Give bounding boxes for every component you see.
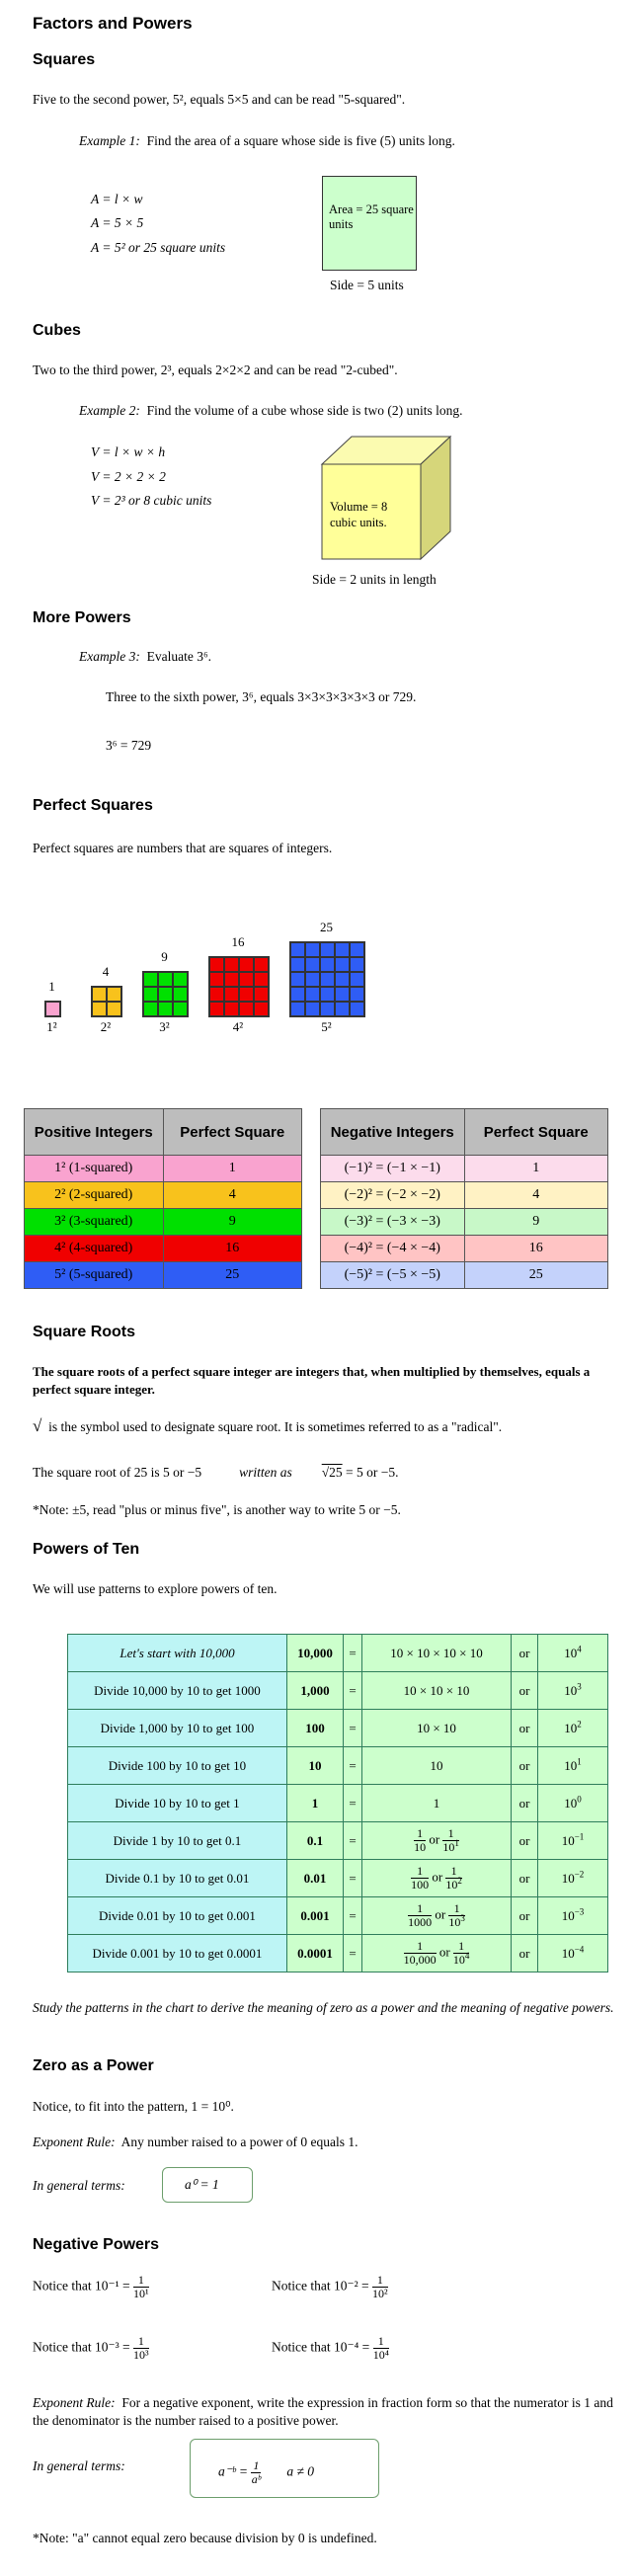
or-label: or bbox=[512, 1635, 538, 1672]
equals-sign: = bbox=[344, 1635, 362, 1672]
row-value: 10 bbox=[287, 1747, 344, 1785]
radical-line: √ is the symbol used to designate square root. It is sometimes referred to as a "radical". bbox=[33, 1416, 503, 1435]
row-description: Divide 0.001 by 10 to get 0.0001 bbox=[68, 1935, 287, 1972]
perfect-square-figure bbox=[289, 941, 365, 1017]
table-row bbox=[68, 1747, 608, 1785]
table-row bbox=[321, 1156, 608, 1182]
power-of-ten: $10^{-2}$ bbox=[538, 1860, 608, 1897]
row-expansion: 10 × 10 × 10 bbox=[362, 1672, 512, 1710]
square-caption: Side = 5 units bbox=[330, 278, 404, 292]
power-of-ten: $10^{-1}$ bbox=[538, 1822, 608, 1860]
row-expansion: $\frac{1}{10,000}$ or $\frac{1}{10^4}$ bbox=[362, 1935, 512, 1972]
table-cell: 9 bbox=[163, 1209, 302, 1236]
negative-power-example: Notice that 10⁻⁴ = $\frac{1}{\text{10⁴}}$ bbox=[272, 2334, 389, 2362]
more-powers-line: Three to the sixth power, 3⁶, equals 3×3×3×3×3×3 or 729. bbox=[106, 689, 417, 704]
cubes-heading: Cubes bbox=[33, 322, 81, 339]
table-cell: 1² (1-squared) bbox=[25, 1156, 164, 1182]
row-expansion: 10 × 10 bbox=[362, 1710, 512, 1747]
or-label: or bbox=[512, 1935, 538, 1972]
cubes-intro: Two to the third power, 2³, equals 2×2×2 and can be read "2-cubed". bbox=[33, 362, 398, 377]
table-row bbox=[321, 1236, 608, 1262]
table-cell: (−1)² = (−1 × −1) bbox=[321, 1156, 465, 1182]
power-of-ten: $10^4$ bbox=[538, 1635, 608, 1672]
row-description: Divide 1,000 by 10 to get 100 bbox=[68, 1710, 287, 1747]
table-cell: 2² (2-squared) bbox=[25, 1182, 164, 1209]
table-cell: 4 bbox=[163, 1182, 302, 1209]
row-value: 10,000 bbox=[287, 1635, 344, 1672]
or-label: or bbox=[512, 1897, 538, 1935]
squares-intro: Five to the second power, 5², equals 5×5 and can be read "5-squared". bbox=[33, 92, 406, 107]
table-cell: 25 bbox=[464, 1262, 608, 1289]
table-cell: 9 bbox=[464, 1209, 608, 1236]
cube-caption: Side = 2 units in length bbox=[312, 572, 437, 587]
row-description: Divide 1 by 10 to get 0.1 bbox=[68, 1822, 287, 1860]
or-label: or bbox=[512, 1710, 538, 1747]
more-powers-heading: More Powers bbox=[33, 609, 131, 626]
example-3: Example 3: Evaluate 3⁶. bbox=[79, 649, 212, 664]
table-cell: (−5)² = (−5 × −5) bbox=[321, 1262, 465, 1289]
table-row bbox=[68, 1935, 608, 1972]
perfect-squares-intro: Perfect squares are numbers that are squares of integers. bbox=[33, 841, 333, 855]
table-cell: 4 bbox=[464, 1182, 608, 1209]
page-title: Factors and Powers bbox=[33, 14, 193, 33]
root-example: The square root of 25 is 5 or −5 written as √25 = 5 or −5. bbox=[33, 1465, 399, 1480]
square-power-label: 5² bbox=[321, 1019, 332, 1034]
equation-line: A = 5² or 25 square units bbox=[91, 240, 226, 255]
table-cell: 1 bbox=[464, 1156, 608, 1182]
perfect-square-figure bbox=[142, 971, 189, 1017]
example-2: Example 2: Find the volume of a cube whose side is two (2) units long. bbox=[79, 403, 463, 418]
row-description: Divide 10 by 10 to get 1 bbox=[68, 1785, 287, 1822]
study-note: Study the patterns in the chart to derive the meaning of zero as a power and the meaning of negative powers. bbox=[33, 2000, 614, 2015]
table-row bbox=[25, 1262, 302, 1289]
table-cell: 1 bbox=[163, 1156, 302, 1182]
table-cell: (−4)² = (−4 × −4) bbox=[321, 1236, 465, 1262]
negative-rule: Exponent Rule: For a negative exponent, write the expression in fraction form so that the numerator is 1 and the denominator is the number raised to a positive power. bbox=[33, 2395, 613, 2428]
table-row bbox=[25, 1156, 302, 1182]
row-value: 0.0001 bbox=[287, 1935, 344, 1972]
square-roots-definition: The square roots of a perfect square integer are integers that, when multiplied by themselves, equals a perfect square integer. bbox=[33, 1364, 591, 1397]
negative-power-example: Notice that 10⁻³ = $\frac{1}{\text{10³}}$ bbox=[33, 2334, 149, 2362]
area-square bbox=[322, 176, 417, 271]
or-label: or bbox=[512, 1672, 538, 1710]
powers-of-ten-table bbox=[67, 1634, 608, 1972]
zero-power-heading: Zero as a Power bbox=[33, 2057, 154, 2074]
square-power-label: 2² bbox=[100, 1019, 112, 1034]
row-value: 1,000 bbox=[287, 1672, 344, 1710]
negative-general-label: In general terms: bbox=[33, 2458, 125, 2473]
table-row bbox=[25, 1209, 302, 1236]
zero-notice: Notice, to fit into the pattern, 1 = 10⁰. bbox=[33, 2099, 234, 2114]
negative-power-example: Notice that 10⁻¹ = $\frac{1}{\text{10¹}}$ bbox=[33, 2273, 149, 2300]
equation-line: V = 2 × 2 × 2 bbox=[91, 469, 166, 484]
row-value: 0.1 bbox=[287, 1822, 344, 1860]
area-label: Area = 25 square units bbox=[329, 202, 414, 231]
or-label: or bbox=[512, 1860, 538, 1897]
square-value-label: 9 bbox=[161, 949, 168, 964]
negative-power-example: Notice that 10⁻² = $\frac{1}{\text{10²}}$ bbox=[272, 2273, 388, 2300]
table-row bbox=[321, 1182, 608, 1209]
row-value: 0.01 bbox=[287, 1860, 344, 1897]
powers-of-ten-intro: We will use patterns to explore powers of ten. bbox=[33, 1581, 278, 1596]
column-header: Perfect Square bbox=[464, 1109, 608, 1156]
table-cell: (−3)² = (−3 × −3) bbox=[321, 1209, 465, 1236]
squares-heading: Squares bbox=[33, 51, 96, 68]
square-value-label: 1 bbox=[48, 979, 55, 994]
table-row bbox=[68, 1897, 608, 1935]
equals-sign: = bbox=[344, 1785, 362, 1822]
table-cell: 16 bbox=[163, 1236, 302, 1262]
equals-sign: = bbox=[344, 1710, 362, 1747]
equals-sign: = bbox=[344, 1860, 362, 1897]
row-description: Divide 10,000 by 10 to get 1000 bbox=[68, 1672, 287, 1710]
zero-general-label: In general terms: bbox=[33, 2178, 125, 2193]
power-of-ten: $10^{-3}$ bbox=[538, 1897, 608, 1935]
table-row bbox=[25, 1182, 302, 1209]
square-power-label: 3² bbox=[159, 1019, 170, 1034]
table-row bbox=[25, 1236, 302, 1262]
power-of-ten: $10^3$ bbox=[538, 1672, 608, 1710]
row-expansion: $\frac{1}{10}$ or $\frac{1}{10^1}$ bbox=[362, 1822, 512, 1860]
column-header: Perfect Square bbox=[163, 1109, 302, 1156]
power-of-ten: $10^2$ bbox=[538, 1710, 608, 1747]
perfect-square-figure bbox=[44, 1001, 61, 1017]
table-row bbox=[68, 1860, 608, 1897]
row-expansion: 10 × 10 × 10 × 10 bbox=[362, 1635, 512, 1672]
equals-sign: = bbox=[344, 1935, 362, 1972]
table-cell: (−2)² = (−2 × −2) bbox=[321, 1182, 465, 1209]
equation-line: V = l × w × h bbox=[91, 444, 166, 459]
power-of-ten: $10^0$ bbox=[538, 1785, 608, 1822]
zero-formula-box bbox=[162, 2167, 253, 2203]
or-label: or bbox=[512, 1822, 538, 1860]
root-note: *Note: ±5, read "plus or minus five", is another way to write 5 or −5. bbox=[33, 1502, 401, 1517]
equals-sign: = bbox=[344, 1747, 362, 1785]
zero-formula: a⁰ = 1 bbox=[185, 2177, 219, 2192]
equation-line: V = 2³ or 8 cubic units bbox=[91, 493, 212, 508]
column-header: Negative Integers bbox=[321, 1109, 465, 1156]
negative-note: *Note: "a" cannot equal zero because division by 0 is undefined. bbox=[33, 2531, 377, 2545]
row-expansion: 10 bbox=[362, 1747, 512, 1785]
table-row bbox=[68, 1710, 608, 1747]
row-expansion: $\frac{1}{1000}$ or $\frac{1}{10^3}$ bbox=[362, 1897, 512, 1935]
equation-line: A = l × w bbox=[91, 192, 143, 206]
row-value: 0.001 bbox=[287, 1897, 344, 1935]
table-cell: 25 bbox=[163, 1262, 302, 1289]
perfect-squares-heading: Perfect Squares bbox=[33, 797, 153, 814]
more-powers-result: 3⁶ = 729 bbox=[106, 738, 152, 753]
table-cell: 3² (3-squared) bbox=[25, 1209, 164, 1236]
column-header: Positive Integers bbox=[25, 1109, 164, 1156]
negative-integers-table bbox=[320, 1108, 608, 1289]
equals-sign: = bbox=[344, 1822, 362, 1860]
row-description: Let's start with 10,000 bbox=[68, 1635, 287, 1672]
row-expansion: 1 bbox=[362, 1785, 512, 1822]
square-roots-heading: Square Roots bbox=[33, 1324, 136, 1340]
negative-powers-heading: Negative Powers bbox=[33, 2236, 160, 2253]
square-value-label: 25 bbox=[320, 920, 333, 934]
table-row bbox=[68, 1672, 608, 1710]
positive-integers-table bbox=[24, 1108, 302, 1289]
row-description: Divide 0.1 by 10 to get 0.01 bbox=[68, 1860, 287, 1897]
equation-line: A = 5 × 5 bbox=[91, 215, 144, 230]
equals-sign: = bbox=[344, 1672, 362, 1710]
example-1: Example 1: Find the area of a square whose side is five (5) units long. bbox=[79, 133, 455, 148]
radical-icon: √ bbox=[33, 1416, 42, 1435]
or-label: or bbox=[512, 1785, 538, 1822]
table-row bbox=[321, 1262, 608, 1289]
square-value-label: 4 bbox=[102, 964, 110, 979]
table-row bbox=[68, 1822, 608, 1860]
power-of-ten: $10^{-4}$ bbox=[538, 1935, 608, 1972]
table-cell: 4² (4-squared) bbox=[25, 1236, 164, 1262]
square-value-label: 16 bbox=[231, 934, 245, 949]
volume-label: Volume = 8 cubic units. bbox=[330, 500, 388, 529]
powers-of-ten-heading: Powers of Ten bbox=[33, 1541, 140, 1558]
row-value: 1 bbox=[287, 1785, 344, 1822]
square-power-label: 4² bbox=[232, 1019, 244, 1034]
row-value: 100 bbox=[287, 1710, 344, 1747]
negative-formula-box bbox=[190, 2439, 379, 2498]
equals-sign: = bbox=[344, 1897, 362, 1935]
table-cell: 5² (5-squared) bbox=[25, 1262, 164, 1289]
row-description: Divide 100 by 10 to get 10 bbox=[68, 1747, 287, 1785]
perfect-square-figure bbox=[208, 956, 270, 1017]
table-row bbox=[68, 1635, 608, 1672]
table-row bbox=[68, 1785, 608, 1822]
square-power-label: 1² bbox=[46, 1019, 57, 1034]
negative-formula: a⁻ᵇ = $\frac{1}{\text{aᵇ}}$ a ≠ 0 bbox=[218, 2458, 315, 2486]
power-of-ten: $10^1$ bbox=[538, 1747, 608, 1785]
or-label: or bbox=[512, 1747, 538, 1785]
table-row bbox=[321, 1209, 608, 1236]
row-expansion: $\frac{1}{100}$ or $\frac{1}{10^2}$ bbox=[362, 1860, 512, 1897]
perfect-square-figure bbox=[91, 986, 122, 1017]
zero-rule: Exponent Rule: Any number raised to a power of 0 equals 1. bbox=[33, 2134, 358, 2149]
table-cell: 16 bbox=[464, 1236, 608, 1262]
row-description: Divide 0.01 by 10 to get 0.001 bbox=[68, 1897, 287, 1935]
